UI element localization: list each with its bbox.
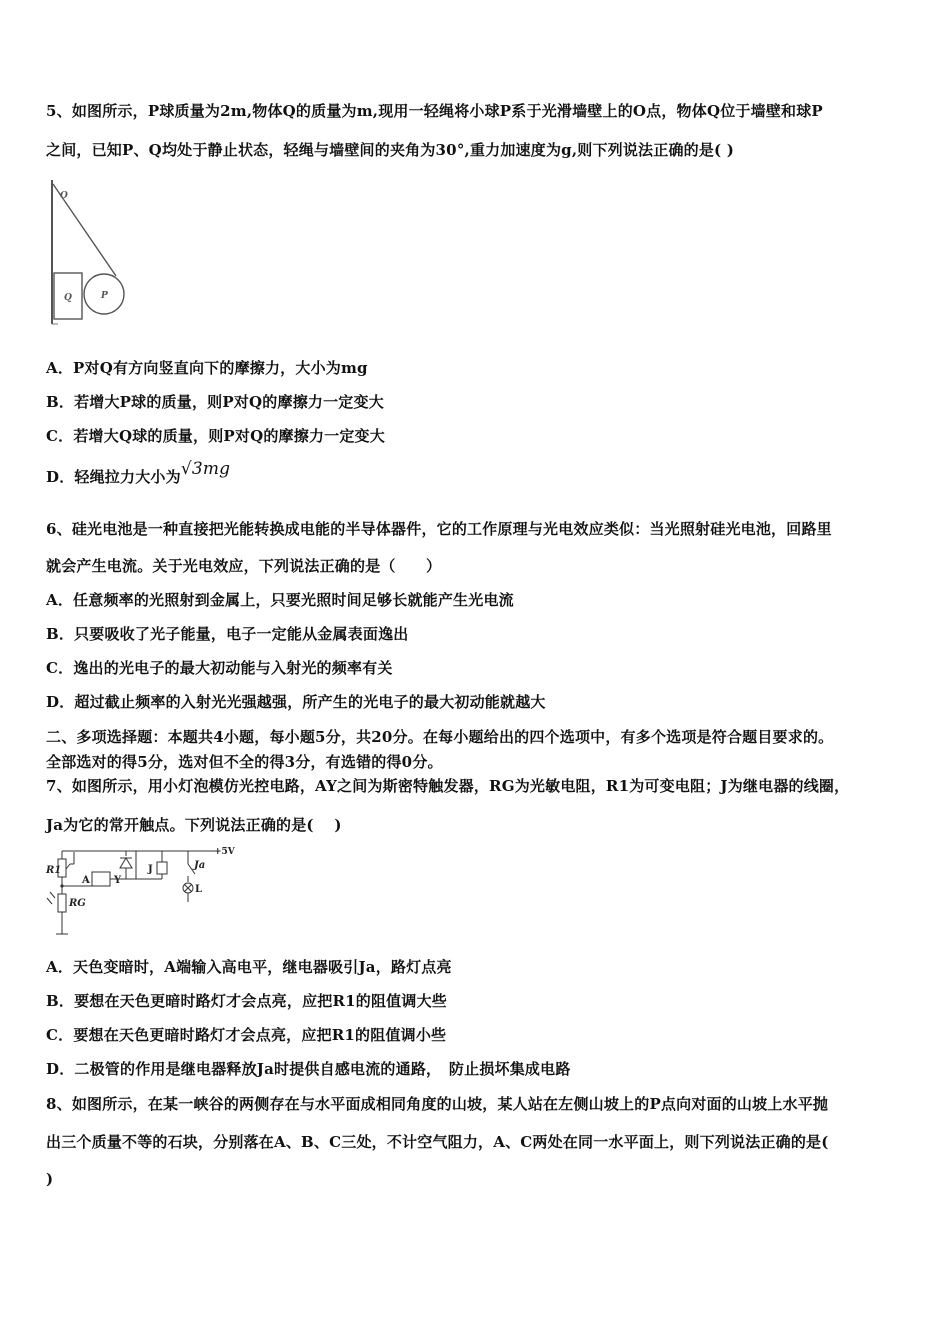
q7-option-a: A．天色变暗时，A端输入高电平，继电器吸引Ja，路灯点亮 <box>46 958 452 976</box>
q5-stem-line2: 之间，已知P、Q均处于静止状态，轻绳与墙壁间的夹角为30°,重力加速度为g,则下列说法正确的是( ) <box>46 141 735 159</box>
section2-header-line1: 二、多项选择题：本题共4小题，每小题5分，共20分。在每小题给出的四个选项中，有多个选项是符合题目要求的。 <box>46 728 834 746</box>
q7-stem-line2: Ja为它的常开触点。下列说法正确的是( ) <box>46 816 342 834</box>
q6-option-c: C．逸出的光电子的最大初动能与入射光的频率有关 <box>46 659 393 677</box>
q7-relay-coil-j <box>157 862 167 874</box>
q7-rg-photoresistor <box>58 894 66 912</box>
q7-label-r1: R1 <box>46 865 62 876</box>
q7-label-l: L <box>195 884 203 895</box>
q6-option-b: B．只要吸收了光子能量，电子一定能从金属表面逸出 <box>46 625 409 643</box>
q5-option-d <box>46 459 231 487</box>
q8-stem-line1: 8、如图所示，在某一峡谷的两侧存在与水平面成相同角度的山坡，某人站在左侧山坡上的P点向对面的山坡上水平抛 <box>46 1095 829 1113</box>
q5-label-o: O <box>60 191 68 201</box>
q6-stem-line1: 6、硅光电池是一种直接把光能转换成电能的半导体器件，它的工作原理与光电效应类似：当光照射硅光电池，回路里 <box>46 520 832 538</box>
q7-circuit-figure <box>44 842 244 942</box>
q5-option-c: C．若增大Q球的质量，则P对Q的摩擦力一定变大 <box>46 427 385 445</box>
q6-option-a: A．任意频率的光照射到金属上，只要光照时间足够长就能产生光电流 <box>46 591 514 609</box>
q8-stem-line2: 出三个质量不等的石块，分别落在A、B、C三处，不计空气阻力，A、C两处在同一水平面上，则下列说法正确的是( <box>46 1133 829 1151</box>
q5-option-a: A．P对Q有方向竖直向下的摩擦力，大小为mg <box>46 359 368 377</box>
q7-diode <box>120 858 132 868</box>
q6-stem-line2: 就会产生电流。关于光电效应，下列说法正确的是（ ） <box>46 557 442 575</box>
q7-option-b: B．要想在天色更暗时路灯才会点亮，应把R1的阻值调大些 <box>46 992 447 1010</box>
section2-header-line2: 全部选对的得5分，选对但不全的得3分，有选错的得0分。 <box>46 753 443 771</box>
q5-label-p: P <box>101 291 108 301</box>
q7-label-supply: +5V <box>214 847 235 857</box>
q7-stem-line1: 7、如图所示，用小灯泡模仿光控电路，AY之间为斯密特触发器，RG为光敏电阻，R1为可变电阻；J为继电器的线圈， <box>46 777 850 795</box>
q6-option-d: D．超过截止频率的入射光光强越强，所产生的光电子的最大初动能就越大 <box>46 693 546 711</box>
q7-label-rg: RG <box>69 898 86 909</box>
q7-label-y: Y <box>114 875 122 886</box>
q5-stem-line1: 5、如图所示，P球质量为2m,物体Q的质量为m,现用一轻绳将小球P系于光滑墙壁上的O点，物体Q位于墙壁和球P <box>46 102 823 120</box>
q7-option-c: C．要想在天色更暗时路灯才会点亮，应把R1的阻值调小些 <box>46 1026 447 1044</box>
q7-label-j: J <box>148 864 153 875</box>
q5-option-d-formula: √3mg <box>180 459 231 479</box>
q7-schmitt-trigger <box>92 872 110 886</box>
q7-label-ja: Ja <box>194 860 206 871</box>
q7-r1-wiper <box>66 864 70 869</box>
q8-stem-line3: ) <box>46 1170 54 1188</box>
q5-label-q: Q <box>64 293 72 303</box>
q7-label-a: A <box>82 875 90 886</box>
q5-figure <box>44 176 134 328</box>
q5-option-d-text: D．轻绳拉力大小为 <box>46 468 181 486</box>
q5-option-b: B．若增大P球的质量，则P对Q的摩擦力一定变大 <box>46 393 384 411</box>
q7-option-d: D．二极管的作用是继电器释放Ja时提供自感电流的通路， 防止损坏集成电路 <box>46 1060 571 1078</box>
